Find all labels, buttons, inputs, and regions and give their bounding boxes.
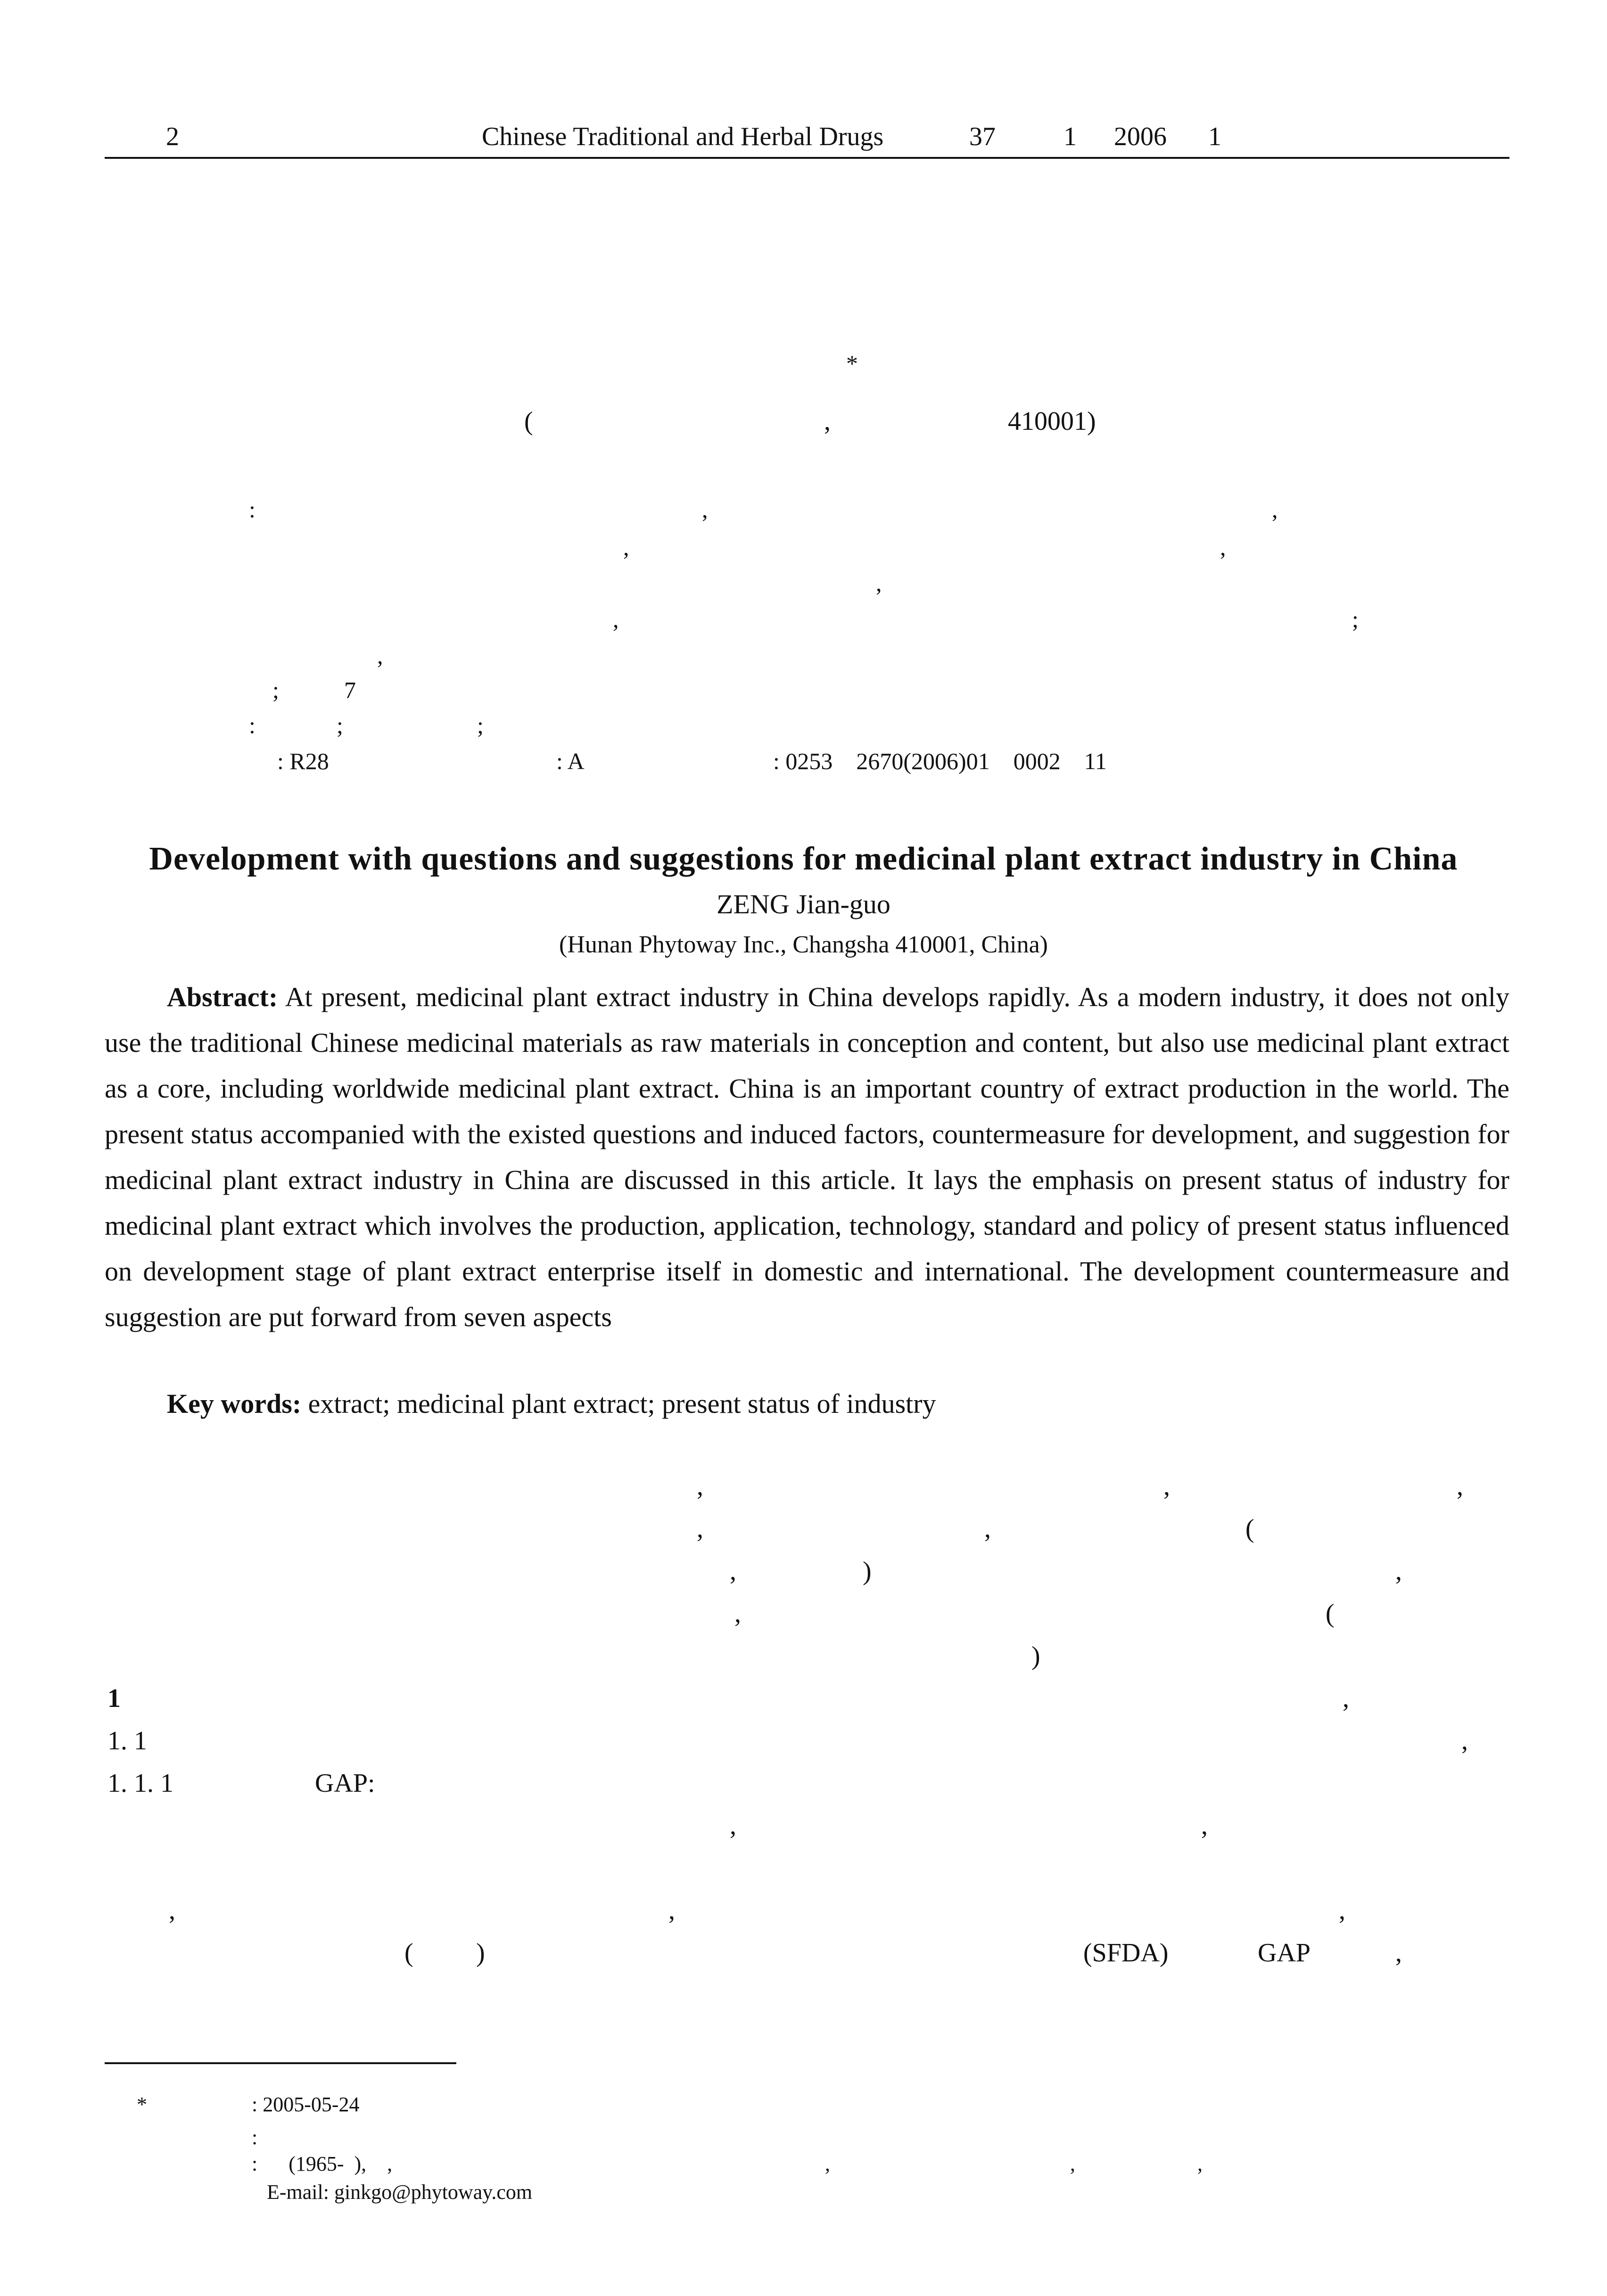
affil-postcode: 410001) [1008,407,1096,436]
abstract-count: 7 [344,677,356,703]
body-comma-10: , [1461,1726,1468,1755]
header-rule [105,157,1509,159]
body-paren-close-1: ) [863,1557,872,1586]
journal-volume: 37 [969,122,996,151]
footnote-author-bio: : (1965- ), , [252,2152,393,2175]
footnote-colon: : [252,2126,258,2149]
abstract-comma-7: , [377,642,383,669]
body-comma-6: , [730,1557,736,1586]
article-id: : 0253 2670(2006)01 0002 11 [773,748,1107,774]
body-comma-12: , [1201,1811,1208,1840]
footnote-comma-2: , [1070,2152,1075,2175]
affil-open-paren: ( [524,407,533,436]
journal-year: 2006 [1114,122,1167,151]
affil-comma: , [824,407,831,436]
keywords-semicolon-2: ; [477,712,484,738]
journal-month: 1 [1208,122,1221,151]
body-comma-9: , [1343,1684,1349,1713]
page-number: 2 [166,122,179,151]
body-paren-open-2: ( [1326,1599,1335,1628]
footnote-rule [105,2062,456,2064]
body-paren-open-1: ( [1245,1514,1254,1543]
abstract-comma-6: , [613,606,619,632]
keywords-text: extract; medicinal plant extract; present status of industry [308,1388,936,1419]
abstract-comma-2: , [1272,496,1278,523]
abstract-semicolon-2: ; [272,677,279,703]
keywords-label: Key words: [167,1388,302,1419]
body-comma-14: , [668,1896,675,1925]
abstract-comma-4: , [1220,534,1226,560]
document-code: : A [556,748,585,774]
keywords-semicolon-1: ; [337,712,343,738]
gap-abbreviation: GAP [1258,1938,1311,1968]
abstract-colon: : [249,496,255,523]
body-comma-2: , [1163,1472,1170,1501]
journal-title: Chinese Traditional and Herbal Drugs [482,122,884,151]
body-paren-open-3: ( [404,1938,413,1968]
footnote-email[interactable]: E-mail: ginkgo@phytoway.com [267,2181,533,2204]
abstract-text: At present, medicinal plant extract industry in China develops rapidly. As a modern industry, it does not only use the traditional Chinese medicinal materials as raw materials in conception and content, but also use medicinal plant extract as a core, including worldwide medicinal plant extract. China is an important country of extract production in the world. The present status accompanied with the existed questions and induced factors, countermeasure for development, and suggestion for medicinal plant extract industry in China are discussed in this article. It lays the emphasis on present status of industry for medicinal plant extract which involves the production, application, technology, standard and policy of present status influenced on development stage of plant extract enterprise itself in domestic and international. The development countermeasure and suggestion are put forward from seven aspects [105,982,1509,1332]
abstract-comma-3: , [623,534,629,560]
english-abstract [105,974,1509,1340]
body-comma-4: , [697,1514,703,1543]
sfda-abbreviation: (SFDA) [1083,1938,1169,1968]
footnote-asterisk: * [137,2093,147,2116]
abstract-comma-1: , [702,496,708,523]
body-paren-close-3: ) [476,1938,485,1968]
footnote-received-date: : 2005-05-24 [252,2093,360,2116]
journal-issue: 1 [1063,122,1077,151]
keywords-colon: : [249,712,255,738]
body-comma-16: , [1395,1938,1402,1968]
body-comma-11: , [730,1811,736,1840]
abstract-comma-5: , [876,570,882,596]
body-comma-13: , [169,1896,175,1925]
abstract-semicolon-1: ; [1352,606,1359,632]
body-comma-5: , [984,1514,991,1543]
author-asterisk: * [846,350,858,377]
english-affiliation: (Hunan Phytoway Inc., Changsha 410001, China) [559,931,1048,958]
footnote-comma-3: , [1197,2152,1203,2175]
body-comma-7: , [1395,1557,1402,1586]
section-1-1-1-heading: 1. 1. 1 [107,1769,173,1798]
body-comma-3: , [1457,1472,1463,1501]
abstract-label: Abstract: [167,982,278,1012]
english-author: ZENG Jian-guo [717,889,890,919]
footnote-comma-1: , [825,2152,830,2175]
english-title: Development with questions and suggestions for medicinal plant extract industry in China [149,841,1458,877]
body-comma-8: , [734,1599,741,1628]
english-keywords [167,1388,936,1419]
section-1-heading: 1 [107,1684,121,1713]
gap-label: GAP: [315,1769,375,1798]
body-comma-1: , [697,1472,703,1501]
body-paren-close-2: ) [1031,1641,1040,1671]
body-comma-15: , [1339,1896,1345,1925]
clc-number: : R28 [277,748,329,774]
section-1-1-heading: 1. 1 [107,1726,147,1755]
